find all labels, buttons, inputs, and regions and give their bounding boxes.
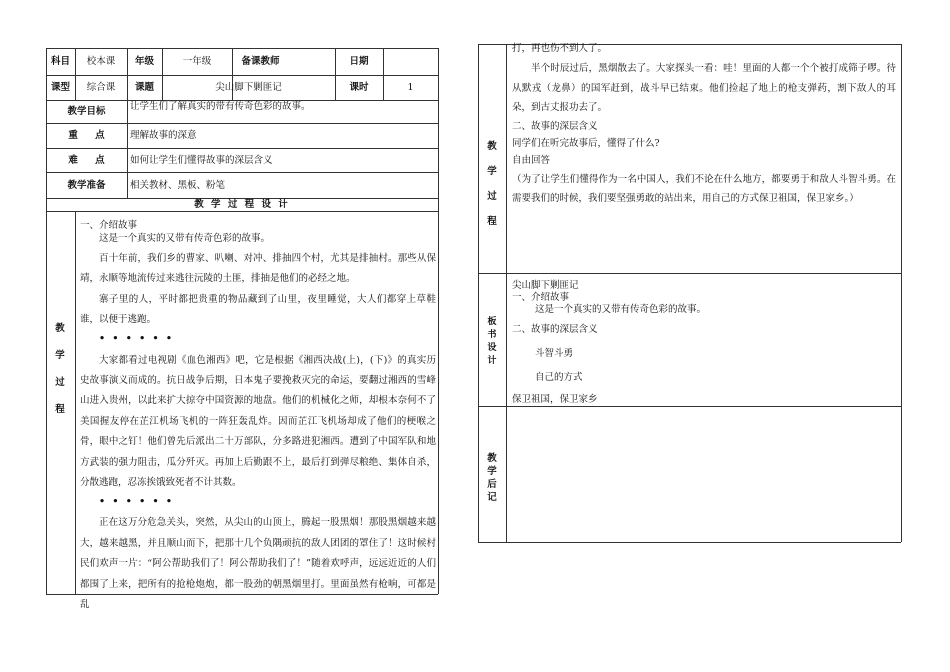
board-line-3: 二、故事的深层含义: [512, 324, 598, 335]
left-para-2-wrap: [80, 249, 436, 611]
left-para-5: 正在这万分危急关头，突然，从尖山的山顶上，腾起一股黑烟！那股黑烟越来越大，越来越黑，并且顺山而下，把那十几个负隅顽抗的敌人团团的罩住了！这时候村民们欢声一片：“阿公帮助我们了！阿公帮助我们了！”随着欢呼声，远远近近的人们都围了上来，把所有的抢枪炮炮，都一股劲的朝黑烟里打。里面虽然有枪响，可都是乱: [80, 517, 436, 611]
key-value: 理解故事的深意: [130, 130, 197, 141]
grade-label: 年级: [134, 56, 154, 67]
board-line-6: 保卫祖国，保卫家乡: [512, 394, 598, 405]
left-ellipsis-2: • • • • • •: [99, 496, 174, 508]
left-para-2: 百十年前，我们乡的曹家、叭喇、对冲、排抽四个村，尤其是排抽村。那些从保靖，永顺等地流传过来逃往沅陵的土匪，排抽是他们的必经之地。: [80, 253, 436, 285]
left-para-4: 大家都看过电视剧《血色湘西》吧，它是根据《湘西决战(上)，(下)》的真实历史故事演义而成的。抗日战争后期，日本鬼子要挽救灭完的命运，要翻过湘西的雪峰山进入贵州，以此来扩大掠夺中国资源的地盘。他们的机械化之师，却根本奈何不了美国握友停在芷江机场飞机的一阵狂轰乱炸。因而芷江飞机场却成了他们的梗喉之骨，眼中之钉！他们曾先后派出二十万部队，分多路进犯湘西。遭到了中国军队和地方武装的强力阻击，瓜分歼灭。再加上后勤跟不上，最后打到弹尽粮绝、集体自杀，分散逃跑，忍冻挨饿致死者不计其数。: [80, 354, 436, 489]
grade-value: 一年级: [182, 56, 212, 67]
right-para-0: 打，再也伤不到人了。: [512, 43, 608, 54]
subject-value: 校本课: [86, 56, 116, 67]
hours-label: 课时: [349, 82, 369, 93]
goal-label: 教学目标: [67, 106, 106, 117]
right-process-side-label: 教 学 过 程: [487, 141, 497, 227]
difficulty-label: 难 点: [68, 154, 105, 166]
right-para-1: 半个时辰过后，黑烟散去了。大家探头一看：哇！里面的人都一个个被打成筛子啰。待从默戎（龙鼻）的国军赶到，战斗早已结束。他们捡起了地上的枪支弹药，割下敌人的耳朵，到古丈报功去了。: [512, 63, 896, 114]
difficulty-value: 如何让学生们懂得故事的深层含义: [130, 154, 273, 166]
board-line-5: 自己的方式: [535, 372, 583, 383]
right-process-content: [512, 41, 896, 209]
right-heading-2: 二、故事的深层含义: [512, 120, 598, 132]
date-label: 日期: [349, 56, 369, 67]
key-label: 重 点: [68, 130, 105, 141]
teacher-label: 备课教师: [241, 56, 280, 67]
topic-value: 尖山脚下剿匪记: [215, 82, 282, 93]
left-process-side-label: 教 学 过 程: [55, 323, 65, 415]
board-title: 尖山脚下剿匪记: [512, 280, 579, 291]
left-heading-1: 一、介绍故事: [80, 220, 138, 231]
board-line-1: 一、介绍故事: [512, 292, 570, 303]
goal-value: 让学生们了解真实的带有传奇色彩的故事。: [130, 101, 311, 112]
right-answer: 自由回答: [512, 154, 551, 166]
prep-value: 相关教材、黑板、粉笔: [130, 179, 226, 191]
left-para-3: 寨子里的人，平时都把贵重的物品藏到了山里，夜里睡觉，大人们都穿上草鞋谁，以便于逃跑。: [80, 293, 436, 326]
hours-value: 1: [407, 82, 414, 93]
prep-label: 教学准备: [67, 179, 106, 191]
left-ellipsis-1: • • • • • •: [99, 332, 174, 344]
right-question: 同学们在听完故事后，懂得了什么?: [512, 137, 660, 149]
board-content: [512, 280, 896, 406]
subject-label: 科目: [50, 56, 70, 67]
right-note: （为了让学生们懂得作为一名中国人，我们不论在什么地方，都要勇于和敌人斗智斗勇。在需要我们的时候，我们要坚强勇敢的站出来，用自己的方式保卫祖国，保卫家乡。）: [512, 173, 896, 205]
type-label: 课型: [50, 82, 70, 93]
afterword-side-label: 教 学 后 记: [487, 453, 497, 503]
teacher-value: [289, 48, 335, 75]
board-line-4: 斗智斗勇: [535, 348, 574, 359]
left-para-1: 这是一个真实的又带有传奇色彩的故事。: [99, 233, 271, 244]
topic-label: 课题: [134, 82, 154, 93]
process-header: 教 学 过 程 设 计: [194, 199, 290, 210]
board-side-label: 板 书 设 计: [487, 317, 497, 366]
board-line-2: 这是一个真实的又带有传奇色彩的故事。: [535, 304, 707, 315]
date-value: [383, 48, 438, 75]
type-value: 综合课: [86, 82, 116, 93]
